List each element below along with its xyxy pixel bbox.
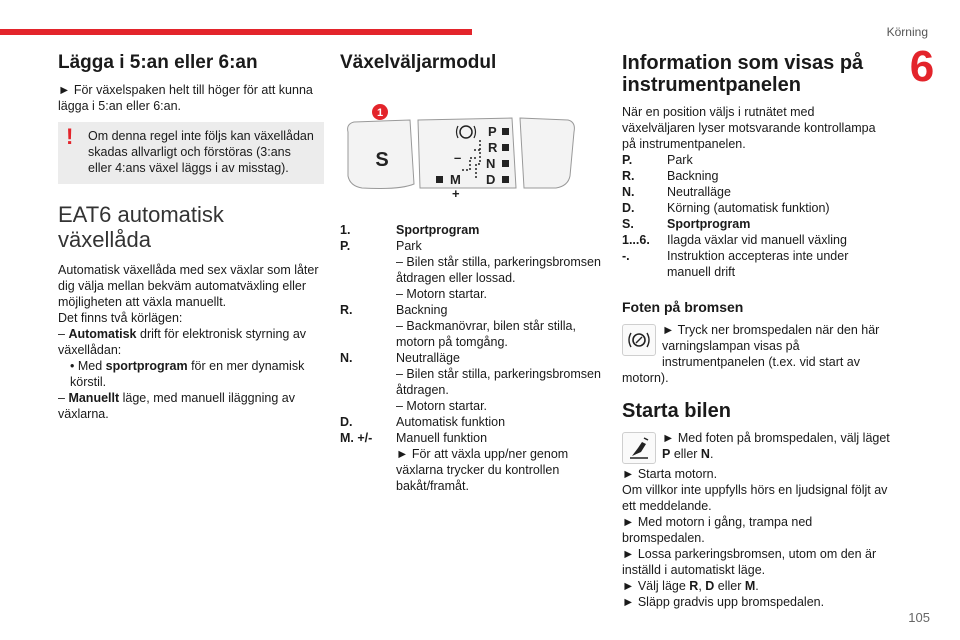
page-number: 105 bbox=[908, 610, 930, 625]
selector-legend bbox=[340, 222, 602, 494]
sport-letter: S bbox=[375, 149, 389, 171]
legend-line: – Bilen står stilla, parkeringsbromsen åtdragen eller lossad. bbox=[396, 255, 601, 285]
start-or: eller bbox=[670, 447, 701, 461]
instrument-intro: När en position väljs i rutnätet med växelväljaren lyser motsvarande kontrollampa på instrumentpanelen. bbox=[622, 105, 876, 151]
heading-foot-on-brake: Foten på bromsen bbox=[622, 299, 744, 315]
legend-key: D. bbox=[340, 415, 353, 429]
eat6-intro: Automatisk växellåda med sex växlar som låter dig välja mellan bekväm automatväxling eller möjligheten att växla manuellt. bbox=[58, 263, 319, 309]
gate-p: P bbox=[488, 124, 497, 139]
start-end: . bbox=[709, 447, 714, 461]
mode-automatic bbox=[58, 326, 324, 358]
indicator-d bbox=[502, 176, 509, 183]
legend-value: Sportprogram bbox=[667, 217, 751, 231]
legend-value: Neutralläge bbox=[667, 185, 731, 199]
gate-r: R bbox=[488, 140, 498, 155]
warning-note bbox=[58, 122, 324, 184]
legend-line: – Bilen står stilla, parkeringsbromsen åtdragen. bbox=[396, 367, 601, 397]
heading-eat6-line1: EAT6 automatisk bbox=[58, 202, 224, 227]
legend-value: Instruktion accepteras inte under manuell drift bbox=[667, 249, 849, 279]
heading-line2: instrumentpanelen bbox=[622, 74, 801, 96]
select-sep2: eller bbox=[714, 579, 745, 593]
header-red-bar bbox=[0, 29, 472, 35]
legend-row bbox=[622, 232, 890, 248]
dash: – bbox=[58, 327, 65, 341]
legend-key: N. bbox=[622, 185, 635, 199]
select-m: M bbox=[744, 579, 756, 593]
manual-letter: M bbox=[450, 172, 461, 187]
legend-line: Neutralläge bbox=[396, 351, 460, 365]
legend-key: R. bbox=[622, 169, 635, 183]
modes-intro: Det finns två körlägen: bbox=[58, 311, 183, 325]
start-p: P bbox=[662, 447, 671, 461]
legend-line: Manuell funktion bbox=[396, 431, 488, 445]
legend-value: Park bbox=[667, 153, 693, 167]
mode-automatic-text: drift för elektronisk styrning av växellådan: bbox=[58, 327, 307, 357]
legend-key: 1. bbox=[340, 223, 351, 237]
sport-post: för en mer dynamisk körstil. bbox=[70, 359, 305, 389]
legend-value: Ilagda växlar vid manuell växling bbox=[667, 233, 847, 247]
start-step-1-pre: ► Med foten på bromspedalen, välj läget bbox=[662, 431, 890, 445]
mode-automatic-label: Automatisk bbox=[68, 327, 137, 341]
start-step: Om villkor inte uppfylls hörs en ljudsignal följt av ett meddelande. bbox=[622, 483, 888, 513]
legend-line: – Backmanövrar, bilen står stilla, motorn på tomgång. bbox=[396, 319, 576, 349]
chapter-number: 6 bbox=[909, 42, 935, 91]
mode-manual bbox=[58, 390, 324, 422]
legend-key: S. bbox=[622, 217, 634, 231]
legend-key: D. bbox=[622, 201, 635, 215]
select-end: . bbox=[755, 579, 759, 593]
heading-start-car: Starta bilen bbox=[622, 400, 731, 422]
select-d: D bbox=[705, 579, 715, 593]
legend-value: Backning bbox=[667, 169, 719, 183]
start-step: ► Starta motorn. bbox=[622, 467, 718, 481]
select-pre: ► Välj läge bbox=[622, 579, 690, 593]
instrument-legend bbox=[622, 152, 890, 280]
indicator-n bbox=[502, 160, 509, 167]
legend-row bbox=[622, 152, 890, 168]
sport-pre: Med bbox=[74, 359, 106, 373]
start-step: ► Lossa parkeringsbromsen, utom om den är inställd i automatiskt läge. bbox=[622, 547, 877, 577]
dash: – bbox=[58, 391, 65, 405]
legend-row bbox=[622, 200, 890, 216]
legend-key: N. bbox=[340, 351, 353, 365]
legend-key: M. +/- bbox=[340, 431, 373, 445]
indicator-m bbox=[436, 176, 443, 183]
heading-gear-selector: Växelväljarmodul bbox=[340, 52, 497, 73]
heading-instrument-info bbox=[622, 52, 890, 96]
heading-eat6-line2: växellåda bbox=[58, 227, 151, 252]
legend-key: -. bbox=[622, 249, 630, 263]
legend-row bbox=[622, 216, 890, 232]
legend-row bbox=[622, 248, 890, 280]
heading-eat6 bbox=[58, 202, 324, 252]
legend-line: ► För att växla upp/ner genom växlarna trycker du kontrollen bakåt/framåt. bbox=[396, 447, 569, 493]
warning-text: Om denna regel inte följs kan växellådan skadas allvarligt och förstöras (3:ans eller 4:ans växel läggs i av misstag). bbox=[88, 129, 314, 175]
exclamation-icon: ! bbox=[66, 124, 74, 149]
right-panel bbox=[520, 118, 574, 188]
bullet: • bbox=[70, 359, 75, 373]
start-step: ► Med motorn i gång, trampa ned bromspedalen. bbox=[622, 515, 813, 545]
legend-key: P. bbox=[340, 239, 351, 253]
legend-line: – Motorn startar. bbox=[396, 399, 488, 413]
heading-line1: Information som visas på bbox=[622, 52, 864, 74]
legend-line: Sportprogram bbox=[396, 223, 480, 237]
release-step: ► Släpp gradvis upp bromspedalen. bbox=[622, 595, 825, 609]
legend-row bbox=[340, 414, 602, 430]
indicator-p bbox=[502, 128, 509, 135]
column-right bbox=[622, 52, 890, 610]
foot-text: ► Tryck ner bromspedalen när den här varningslampan visas på instrumentpanelen (t.ex. vid start av motorn). bbox=[622, 323, 880, 385]
start-step-1 bbox=[622, 430, 890, 462]
sport-label: sportprogram bbox=[105, 359, 188, 373]
gate-n: N bbox=[486, 156, 496, 171]
legend-row bbox=[340, 222, 602, 238]
legend-key: R. bbox=[340, 303, 353, 317]
legend-key: 1...6. bbox=[622, 233, 650, 247]
manual-minus: – bbox=[454, 150, 462, 165]
column-middle bbox=[340, 52, 602, 494]
section-label: Körning bbox=[886, 25, 928, 39]
legend-line: Park bbox=[396, 239, 422, 253]
gear-selector-diagram bbox=[340, 84, 602, 204]
heading-5th-6th-gear: Lägga i 5:an eller 6:an bbox=[58, 52, 258, 73]
legend-row bbox=[340, 238, 602, 302]
legend-line: – Motorn startar. bbox=[396, 287, 488, 301]
legend-line: Automatisk funktion bbox=[396, 415, 506, 429]
foot-on-pedal-icon bbox=[622, 432, 656, 464]
mode-sport bbox=[58, 358, 324, 390]
gate-panel bbox=[418, 118, 516, 188]
legend-row bbox=[340, 430, 602, 494]
callout-number: 1 bbox=[376, 107, 384, 119]
legend-row bbox=[340, 350, 602, 414]
legend-value: Körning (automatisk funktion) bbox=[667, 201, 830, 215]
legend-row bbox=[340, 302, 602, 350]
select-r: R bbox=[689, 579, 699, 593]
start-n: N bbox=[700, 447, 710, 461]
manual-plus: + bbox=[452, 186, 460, 201]
brake-warning-icon bbox=[622, 324, 656, 356]
legend-row bbox=[622, 184, 890, 200]
legend-key: P. bbox=[622, 153, 633, 167]
legend-row bbox=[622, 168, 890, 184]
column-left bbox=[58, 52, 324, 422]
indicator-r bbox=[502, 144, 509, 151]
gate-d: D bbox=[486, 172, 496, 187]
mode-manual-label: Manuellt bbox=[68, 391, 120, 405]
gear-step: ► För växelspaken helt till höger för att kunna lägga i 5:an eller 6:an. bbox=[58, 83, 313, 113]
select-mode-step bbox=[622, 578, 890, 594]
select-sep1: , bbox=[698, 579, 706, 593]
mode-manual-text: läge, med manuell iläggning av växlarna. bbox=[58, 391, 295, 421]
legend-line: Backning bbox=[396, 303, 448, 317]
